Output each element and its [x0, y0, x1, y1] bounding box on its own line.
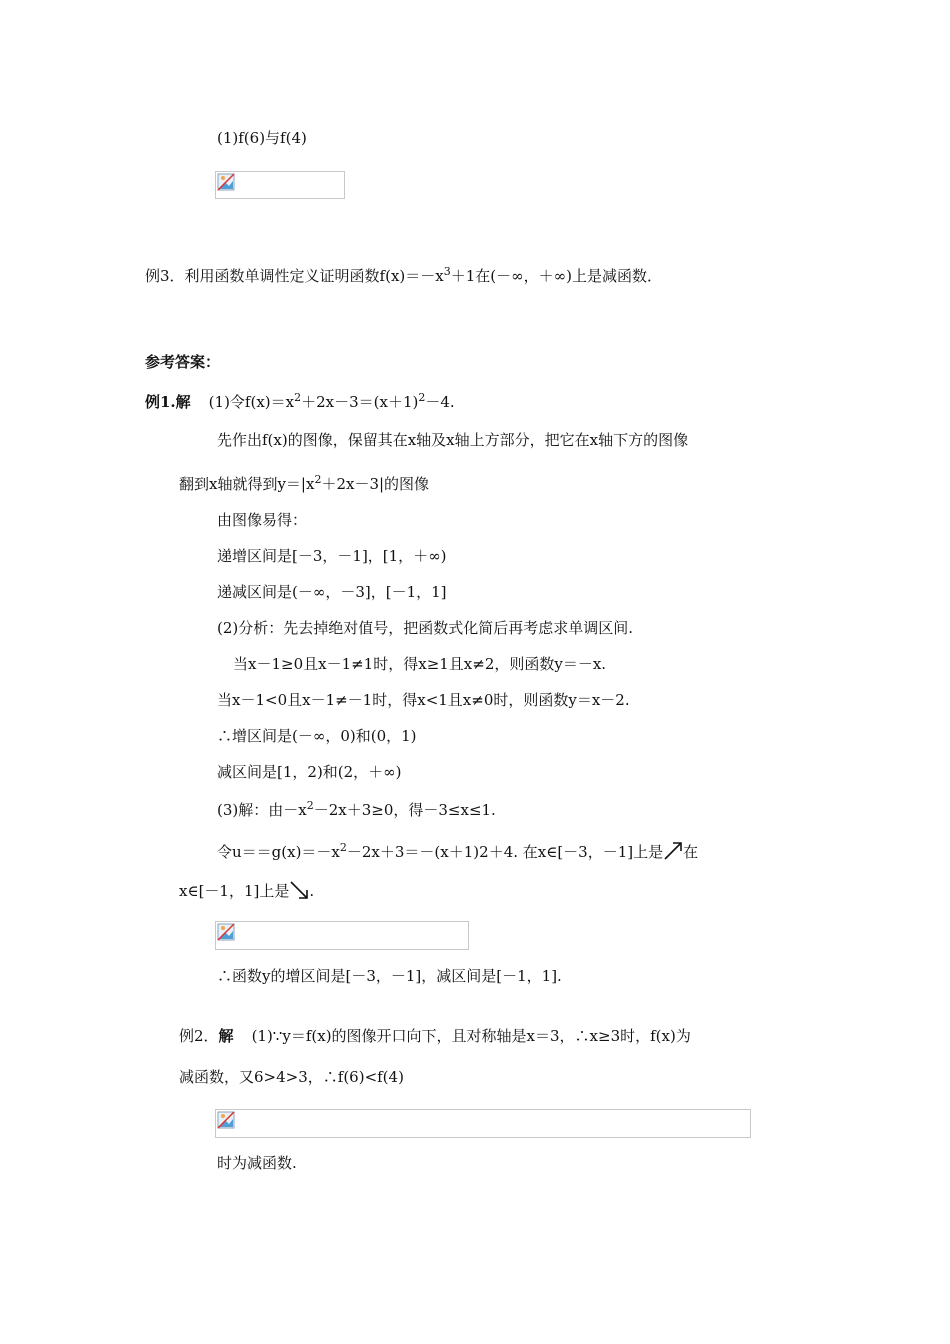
- ex1-line-9: 当x－1<0且x－1≠－1时，得x<1且x≠0时，则函数y＝x－2.: [217, 691, 630, 709]
- ex1-line-15: ∴函数y的增区间是[－3，－1]，减区间是[－1，1].: [217, 967, 562, 985]
- ex1-l12-exp: 2: [306, 799, 314, 812]
- ex1-line-1: [145, 392, 455, 412]
- ex1-l1-c: －4.: [425, 393, 455, 411]
- ex1-line-13: [217, 841, 698, 862]
- ex1-line-12: [217, 800, 496, 820]
- ex1-line-5: 递增区间是[－3，－1]，[1，＋∞): [217, 547, 447, 565]
- image-placeholder-1: [215, 171, 345, 199]
- ex1-line-4: 由图像易得：: [217, 511, 308, 529]
- ex1-l1-exp1: 2: [294, 391, 302, 404]
- ex1-line-14: [179, 880, 314, 901]
- ex1-l13-a: 令u＝＝g(x)＝－x: [217, 843, 340, 861]
- image-placeholder-2: [215, 921, 469, 950]
- ex1-label: 例1.解: [145, 393, 191, 411]
- up-right-arrow-icon: [663, 841, 683, 861]
- ex1-l1-a: (1)令f(x)＝x: [208, 393, 295, 411]
- ex1-l13-exp: 2: [339, 841, 347, 854]
- answers-heading: 参考答案：: [145, 353, 221, 371]
- down-right-arrow-icon: [289, 880, 309, 900]
- ex1-line-10: ∴增区间是(－∞，0)和(0，1): [217, 727, 417, 745]
- ex1-line-11: 减区间是[1，2)和(2，＋∞): [217, 763, 402, 781]
- broken-image-icon: [217, 173, 235, 191]
- ex1-l1-b: ＋2x－3＝(x＋1): [301, 393, 419, 411]
- ex1-line-3: [179, 474, 429, 494]
- example-3-label: 例3．: [145, 267, 185, 285]
- ex1-line-2: 先作出f(x)的图像，保留其在x轴及x轴上方部分，把它在x轴下方的图像: [217, 431, 689, 449]
- image-placeholder-3: [215, 1109, 751, 1138]
- q1-item-1: (1)f(6)与f(4): [217, 129, 307, 147]
- broken-image-icon: [217, 923, 235, 941]
- example-3-text-b: ＋1在(－∞，＋∞)上是减函数．: [450, 267, 662, 285]
- example-3-exponent: 3: [443, 265, 451, 278]
- example-3: [145, 266, 662, 286]
- ex2-label-bold: 解: [218, 1027, 234, 1045]
- ex2-label: 例2．: [179, 1027, 219, 1045]
- ex1-line-7: (2)分析：先去掉绝对值号，把函数式化简后再考虑求单调区间.: [217, 619, 634, 637]
- ex1-l1-exp2: 2: [418, 391, 426, 404]
- broken-image-icon: [217, 1111, 235, 1129]
- ex2-line-1: [179, 1026, 691, 1046]
- ex1-line-8: 当x－1≥0且x－1≠1时，得x≥1且x≠2，则函数y＝－x.: [233, 655, 607, 673]
- ex1-l14-a: x∈[－1，1]上是: [179, 882, 290, 900]
- ex2-l1: (1)∵y＝f(x)的图像开口向下，且对称轴是x＝3，∴x≥3时，f(x)为: [251, 1027, 691, 1045]
- ex1-l13-b: －2x＋3＝－(x＋1)2＋4. 在x∈[－3，－1]上是: [346, 843, 664, 861]
- ex1-l14-b: .: [309, 882, 315, 900]
- ex1-l3-exp: 2: [314, 473, 322, 486]
- ex1-l12-a: (3)解：由－x: [217, 801, 307, 819]
- ex2-line-3: 时为减函数.: [217, 1154, 297, 1172]
- ex1-l3-b: ＋2x－3|的图像: [321, 475, 430, 493]
- ex1-l12-b: －2x＋3≥0，得－3≤x≤1.: [313, 801, 496, 819]
- ex1-l3-a: 翻到x轴就得到y＝|x: [179, 475, 315, 493]
- ex1-l13-c: 在: [683, 843, 699, 861]
- example-3-text-a: 利用函数单调性定义证明函数f(x)＝－x: [184, 267, 444, 285]
- ex1-line-6: 递减区间是(－∞，－3]，[－1，1]: [217, 583, 447, 601]
- ex2-line-2: 减函数，又6>4>3，∴f(6)<f(4): [179, 1068, 404, 1086]
